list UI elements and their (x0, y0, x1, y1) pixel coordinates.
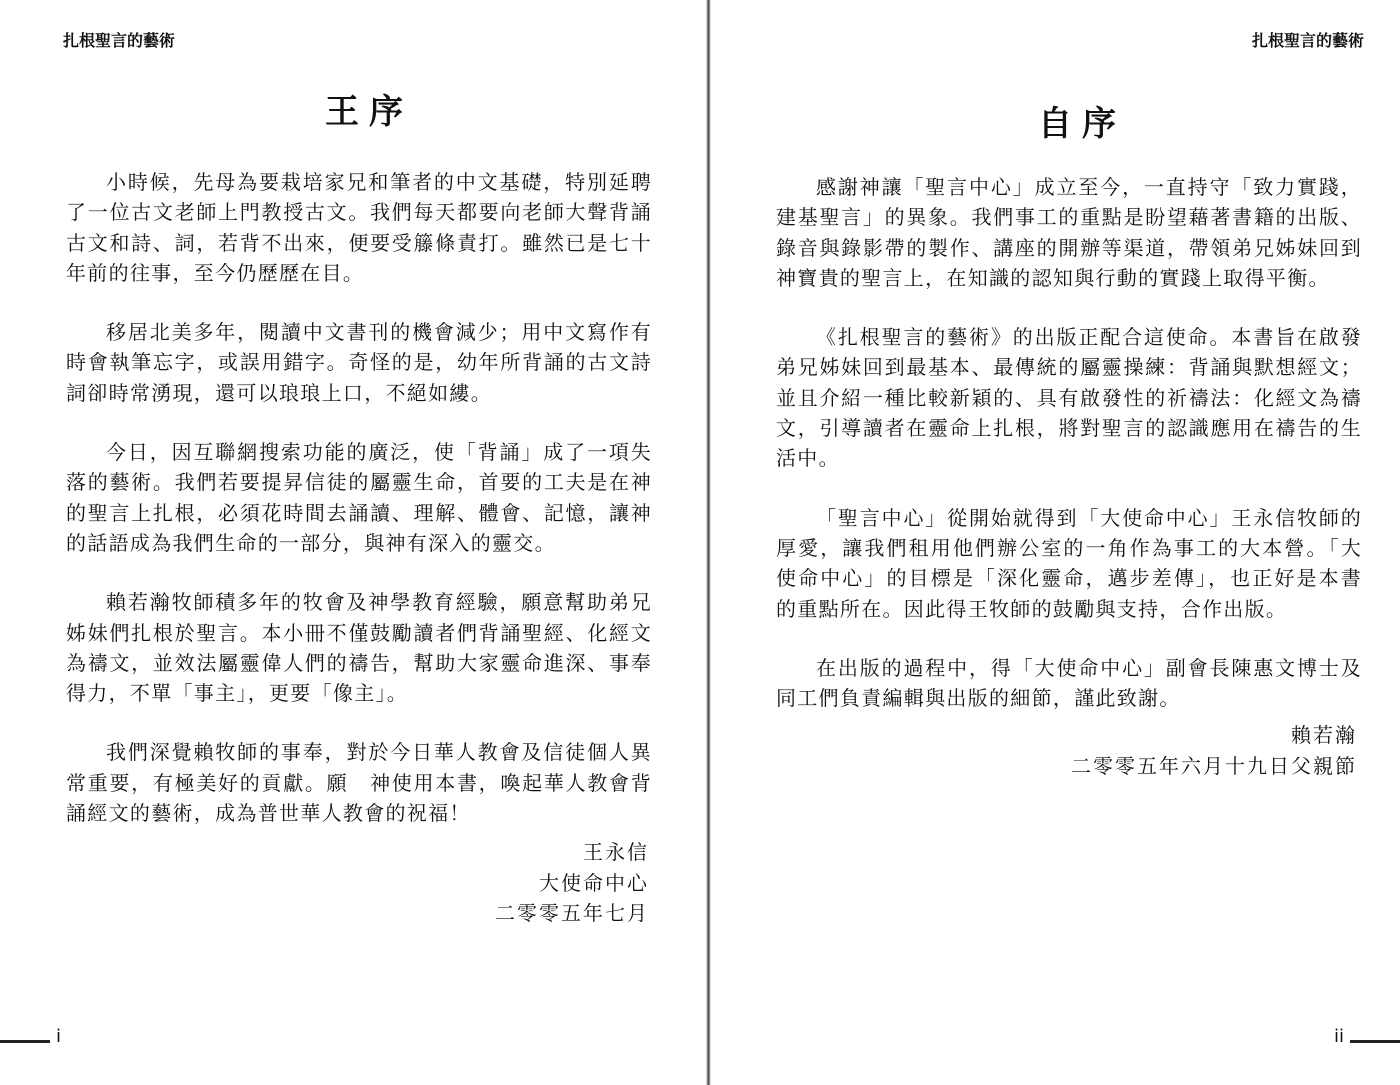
signature-block (495, 837, 649, 929)
paragraph: 今日，因互聯網搜索功能的廣泛，使「背誦」成了一項失落的藝術。我們若要提昇信徒的屬靈生命，首要的工夫是在神的聖言上扎根，必須花時間去誦讀、理解、體會、記憶，讓神的話語成為我們生命的一部分，與神有深入的靈交。 (66, 440, 652, 555)
signature-organization: 大使命中心 (539, 870, 649, 895)
page-number-label: i (56, 1026, 62, 1047)
paragraph: 賴若瀚牧師積多年的牧會及神學教育經驗，願意幫助弟兄姊妹們扎根於聖言。本小冊不僅鼓勵讀者們背誦聖經、化經文為禱文，並效法屬靈偉人們的禱告，幫助大家靈命進深、事奉得力，不單「事主」，更要「像主」。 (66, 590, 652, 706)
paragraph: 在出版的過程中，得「大使命中心」副會長陳惠文博士及同工們負責編輯與出版的細節，謹此致謝。 (776, 655, 1362, 711)
page-number (0, 1026, 61, 1047)
running-head: 扎根聖言的藝術 (63, 31, 176, 50)
paragraph: 「聖言中心」從開始就得到「大使命中心」王永信牧師的厚愛，讓我們租用他們辦公室的一角作為事工的大本營。「大使命中心」的目標是「深化靈命，邁步差傳」，也正好是本書的重點所在。因此得王牧師的鼓勵與支持，合作出版。 (776, 505, 1362, 621)
signature-block (1071, 720, 1357, 781)
paragraph: 《扎根聖言的藝術》的出版正配合這使命。本書旨在啟發弟兄姊妹回到最基本、最傳統的屬靈操練：背誦與默想經文；並且介紹一種比較新穎的、具有啟發性的祈禱法：化經文為禱文，引導讀者在靈命上扎根，將對聖言的認識應用在禱告的生活中。 (776, 325, 1362, 471)
book-gutter (706, 0, 711, 1085)
signature-date: 二零零五年七月 (495, 901, 649, 925)
signature-name: 王永信 (583, 840, 649, 864)
preface-body (776, 172, 1384, 742)
page-number-label: ii (1333, 1026, 1344, 1047)
page-number (1334, 1026, 1400, 1047)
running-head: 扎根聖言的藝術 (1251, 31, 1364, 50)
page-title: 自序 (1038, 104, 1126, 144)
preface-body (66, 167, 652, 857)
signature-name: 賴若瀚 (1291, 723, 1357, 747)
right-page (712, 0, 1400, 1085)
signature-date: 二零零五年六月十九日父親節 (1071, 753, 1357, 778)
folio-rule (1350, 1040, 1400, 1043)
paragraph: 我們深覺賴牧師的事奉，對於今日華人教會及信徒個人異常重要，有極美好的貢獻。願 神使用本書，喚起華人教會背誦經文的藝術，成為普世華人教會的祝福！ (66, 740, 652, 826)
paragraph: 小時候，先母為要栽培家兄和筆者的中文基礎，特別延聘了一位古文老師上門教授古文。我們每天都要向老師大聲背誦古文和詩、詞，若背不出來，便要受籐條責打。雖然已是七十年前的往事，至今仍歷歷在目。 (66, 170, 652, 285)
paragraph: 感謝神讓「聖言中心」成立至今，一直持守「致力實踐，建基聖言」的異象。我們事工的重點是盼望藉著書籍的出版、錄音與錄影帶的製作、講座的開辦等渠道，帶領弟兄姊妹回到 神寶貴的聖言上，在知識的認知與行動的實踐上取得平衡。 (776, 175, 1384, 290)
folio-rule (0, 1040, 50, 1043)
page-title: 王序 (325, 92, 413, 132)
paragraph: 移居北美多年，閱讀中文書刊的機會減少；用中文寫作有時會執筆忘字，或誤用錯字。奇怪的是，幼年所背誦的古文詩詞卻時常湧現，還可以琅琅上口，不絕如縷。 (66, 320, 652, 405)
